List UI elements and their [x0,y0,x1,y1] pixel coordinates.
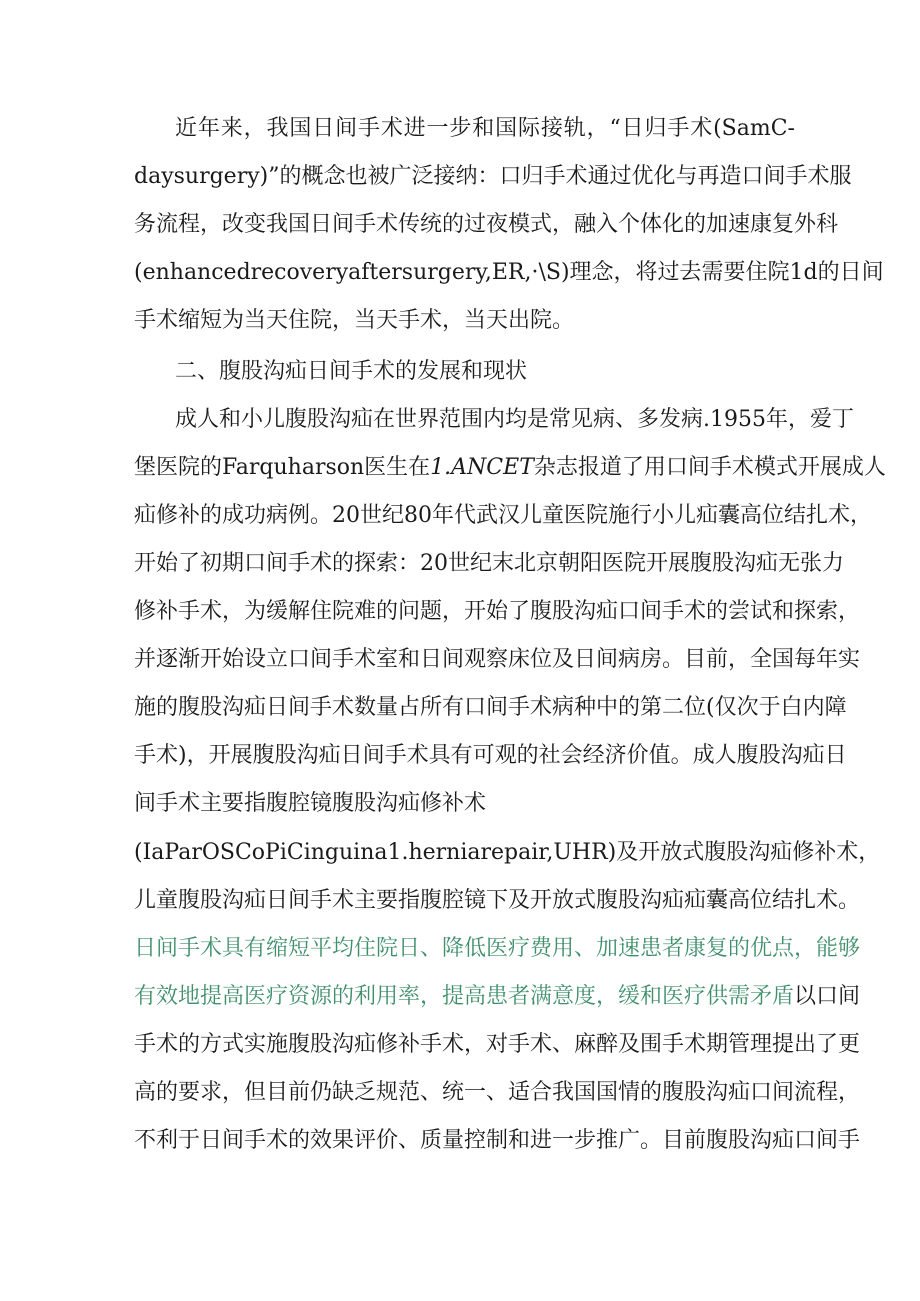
paragraph-2-line-9: 间手术主要指腹腔镜腹股沟疝修补术 [134,791,487,816]
paragraph-2-line-8: 手术)，开展腹股沟疝日间手术具有可观的社会经济价值。成人腹股沟疝日 [134,743,847,768]
paragraph-2-line-16: 不利于日间手术的效果评价、质量控制和进一步推广。目前腹股沟疝口间手 [134,1128,861,1153]
paragraph-1-line-3: 务流程，改变我国日间手术传统的过夜模式，融入个体化的加速康复外科 [134,212,839,237]
paragraph-2-line-5: 修补手术，为缓解住院难的问题，开始了腹股沟疝口间手术的尝试和探索， [134,599,861,624]
paragraph-2-line-11: 儿童腹股沟疝日间手术主要指腹腔镜下及开放式腹股沟疝疝囊高位结扎术。 [134,888,861,913]
paragraph-2-line-2-a: 堡医院的Farquharson医生在 [134,455,431,480]
paragraph-2-line-4: 开始了初期口间手术的探索：20世纪末北京朝阳医院开展腹股沟疝无张力 [134,551,844,576]
paragraph-2-line-13 [134,973,861,1021]
paragraph-2-line-10: (IaParOSCoPiCinguina1.herniarepair,UHR)及开放式腹股沟疝修补术， [134,840,881,865]
paragraph-2-line-1: 成人和小儿腹股沟疝在世界范围内均是常见病、多发病.1955年，爱丁 [175,407,854,432]
paragraph-2-line-3: 疝修补的成功病例。20世纪80年代武汉儿童医院施行小儿疝囊高位结扎术， [134,503,872,528]
journal-name: 1.ANCET [430,455,534,480]
paragraph-2-line-7: 施的腹股沟疝日间手术数量占所有口间手术病种中的第二位(仅次于白内障 [134,695,847,720]
paragraph-1-line-1: 近年来，我国日间手术进一步和国际接轨，“日归手术(SamC- [175,116,795,141]
highlighted-line-2: 有效地提高医疗资源的利用率，提高患者满意度，缓和医疗供需矛盾 [134,984,795,1009]
paragraph-1-line-2: daysurgery)”的概念也被广泛接纳：口归手术通过优化与再造口间手术服 [134,164,852,189]
paragraph-2-line-13-tail: 以口间 [794,984,861,1009]
paragraph-2-line-2 [134,444,886,492]
paragraph-1-line-4: (enhancedrecoveryaftersurgery,ER,·\S)理念，将过去需要住院1d的日间 [134,260,884,285]
paragraph-2-line-2-b: 杂志报道了用口间手术模式开展成人 [533,455,886,480]
paragraph-1-line-5: 手术缩短为当天住院，当天手术，当天出院。 [134,308,575,333]
paragraph-2-line-14: 手术的方式实施腹股沟疝修补手术，对手术、麻醉及围手术期管理提出了更 [134,1032,861,1057]
highlighted-line-1: 日间手术具有缩短平均住院日、降低医疗费用、加速患者康复的优点，能够 [134,936,861,961]
paragraph-2-line-6: 并逐渐开始设立口间手术室和日间观察床位及日间病房。目前，全国每年实 [134,647,861,672]
paragraph-2-line-15: 高的要求，但目前仍缺乏规范、统一、适合我国国情的腹股沟疝口间流程， [134,1080,861,1105]
section-heading: 二、腹股沟疝日间手术的发展和现状 [175,359,528,384]
